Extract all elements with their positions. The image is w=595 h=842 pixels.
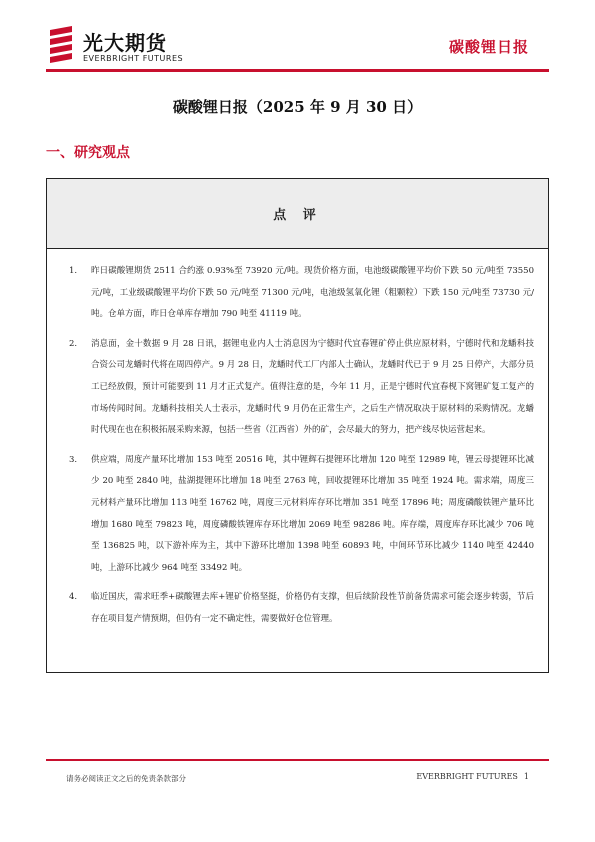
list-item-number: 2. [69, 338, 78, 349]
header-divider [46, 69, 549, 72]
document-title: 碳酸锂日报（2025 年 9 月 30 日） [172, 98, 423, 116]
page-number: 1 [523, 772, 529, 781]
report-title: 碳酸锂日报 [448, 38, 529, 56]
footer-divider [46, 759, 549, 761]
page-header [0, 0, 595, 80]
list-item [69, 334, 534, 442]
footer-disclaimer: 请务必阅读正文之后的免责条款部分 [66, 774, 186, 783]
footer-brand-name: EVERBRIGHT FUTURES [416, 772, 518, 781]
review-list [47, 249, 548, 631]
everbright-logo-icon [46, 24, 76, 64]
section-heading: 一、研究观点 [46, 145, 130, 161]
list-item-text: 临近国庆，需求旺季+碳酸锂去库+锂矿价格坚挺，价格仍有支撑，但后续阶段性节前备货需求可能会逐步转弱，节后存在项目复产情预期，但仍有一定不确定性，需要做好仓位管理。 [91, 592, 534, 624]
review-header [47, 179, 548, 249]
review-table [46, 178, 549, 673]
footer-brand [416, 772, 529, 781]
list-item-text: 供应端，周度产量环比增加 153 吨至 20516 吨，其中锂辉石提锂环比增加 120 吨至 12989 吨，锂云母提锂环比减少 20 吨至 2840 吨，盐湖提锂环比增加 18 吨至 2763 吨，回收提锂环比增加 35 吨至 1924 吨。需求端，周度三元材料产量环比增加 113 吨至 16762 吨，周度三元材料库存环比增加 351 吨至 17896 吨；周度磷酸铁锂产量环比增加 1680 吨至 79823 吨，周度磷酸铁锂库存环比增加 2069 吨至 98286 吨。库存端，周度库存环比减少 706 吨至 136825 吨，以下游补库为主，其中下游环比增加 1398 吨至 60893 吨，中间环节环比减少 1140 吨至 42440 吨，上游环比减少 964 吨至 33492 吨。 [91, 454, 534, 573]
list-item [69, 261, 534, 326]
brand-name-en: EVERBRIGHT FUTURES [83, 54, 184, 63]
list-item-number: 4. [69, 592, 78, 603]
brand-name-cn: 光大期货 [83, 31, 167, 55]
list-item-text: 昨日碳酸锂期货 2511 合约涨 0.93%至 73920 元/吨。现货价格方面，电池级碳酸锂平均价下跌 50 元/吨至 73550 元/吨，工业级碳酸锂平均价下跌 50 元/吨至 71300 元/吨，电池级氢氧化锂（粗颗粒）下跌 150 元/吨至 73730 元/吨。仓单方面，昨日仓单库存增加 790 吨至 41119 吨。 [91, 266, 534, 320]
list-item [69, 450, 534, 580]
list-item-number: 3. [69, 454, 78, 465]
list-item-text: 消息面，金十数据 9 月 28 日讯，据锂电业内人士消息因为宁德时代宜春锂矿停止供应原材料，宁德时代和龙蟠科技合资公司龙蟠时代将在周四停产。9 月 28 日，龙蟠时代工厂内部人士确认，龙蟠时代已于 9 月 25 日停产，大部分员工已经放假，预计可能要到 11 月才正式复产。值得注意的是，今年 11 月，正是宁德时代宜春枧下窝锂矿复工复产的市场传闻时间。龙蟠科技相关人士表示，龙蟠时代 9 月仍在正常生产，之后生产情况取决于原材料的采购情况。龙蟠时代现在也在积极拓展采购来源，包括一些省（江西省）外的矿，会尽最大的努力，把产线尽快运营起来。 [91, 338, 534, 436]
review-header-label: 点 评 [273, 208, 322, 223]
list-item-number: 1. [69, 266, 78, 276]
list-item [69, 587, 534, 630]
